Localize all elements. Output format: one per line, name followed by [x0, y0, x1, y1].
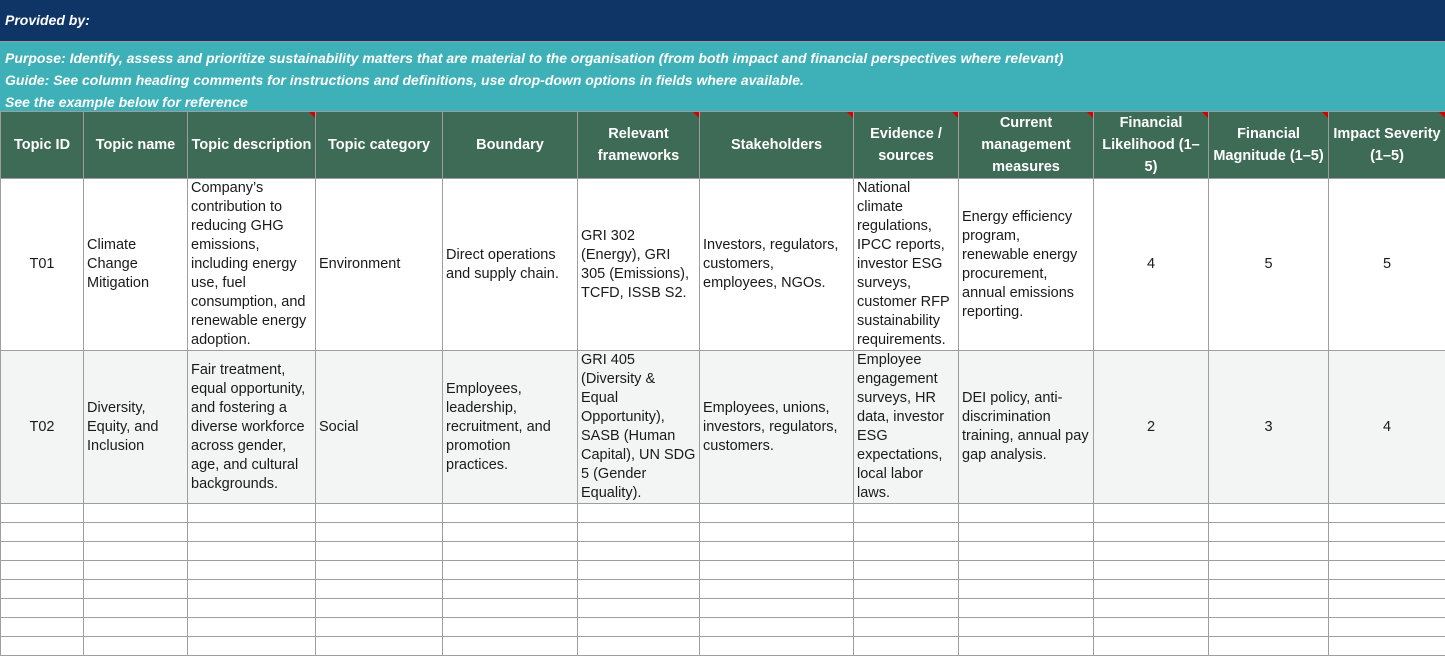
- empty-cell[interactable]: [578, 504, 700, 523]
- empty-cell[interactable]: [854, 618, 959, 637]
- empty-row: [1, 599, 1445, 618]
- empty-cell[interactable]: [700, 542, 854, 561]
- empty-cell[interactable]: [578, 580, 700, 599]
- empty-cell[interactable]: [959, 504, 1094, 523]
- empty-cell[interactable]: [1209, 561, 1329, 580]
- empty-row: [1, 542, 1445, 561]
- empty-cell[interactable]: [1209, 542, 1329, 561]
- empty-cell[interactable]: [1209, 523, 1329, 542]
- header-stakeholders[interactable]: Stakeholders: [700, 112, 854, 179]
- header-topic-category[interactable]: Topic category: [316, 112, 443, 179]
- empty-cell[interactable]: [316, 618, 443, 637]
- header-topic-id[interactable]: Topic ID: [1, 112, 84, 179]
- header-financial-magnitude[interactable]: Financial Magnitude (1–5): [1209, 112, 1329, 179]
- empty-rows: [1, 504, 1445, 656]
- cell-evidence-sources[interactable]: Employee engagement surveys, HR data, investor ESG expectations, local labor laws.: [854, 351, 959, 504]
- empty-cell[interactable]: [854, 561, 959, 580]
- cell-relevant-frameworks[interactable]: GRI 405 (Diversity & Equal Opportunity), SASB (Human Capital), UN SDG 5 (Gender Equality).: [578, 351, 700, 504]
- empty-cell[interactable]: [1094, 542, 1209, 561]
- empty-cell[interactable]: [1, 504, 84, 523]
- cell-topic-description[interactable]: Fair treatment, equal opportunity, and fostering a diverse workforce across gender, age, and cultural backgrounds.: [188, 351, 316, 504]
- empty-cell[interactable]: [316, 504, 443, 523]
- empty-cell[interactable]: [700, 618, 854, 637]
- provided-by-label: Provided by:: [5, 12, 90, 28]
- empty-cell[interactable]: [1, 599, 84, 618]
- header-row: [1, 112, 1445, 179]
- header-impact-severity[interactable]: Impact Severity (1–5): [1329, 112, 1445, 179]
- empty-cell[interactable]: [1094, 618, 1209, 637]
- empty-cell[interactable]: [700, 523, 854, 542]
- empty-cell[interactable]: [1094, 561, 1209, 580]
- empty-cell[interactable]: [959, 523, 1094, 542]
- empty-cell[interactable]: [84, 580, 188, 599]
- empty-cell[interactable]: [443, 523, 578, 542]
- empty-cell[interactable]: [700, 561, 854, 580]
- cell-stakeholders[interactable]: Investors, regulators, customers, employees, NGOs.: [700, 179, 854, 351]
- empty-cell[interactable]: [700, 580, 854, 599]
- empty-cell[interactable]: [443, 618, 578, 637]
- empty-cell[interactable]: [1329, 599, 1445, 618]
- cell-financial-likelihood[interactable]: 4: [1094, 179, 1209, 351]
- empty-cell[interactable]: [854, 523, 959, 542]
- header-financial-likelihood[interactable]: Financial Likelihood (1–5): [1094, 112, 1209, 179]
- empty-cell[interactable]: [854, 504, 959, 523]
- header-topic-description[interactable]: Topic description: [188, 112, 316, 179]
- cell-stakeholders[interactable]: Employees, unions, investors, regulators, customers.: [700, 351, 854, 504]
- empty-row: [1, 580, 1445, 599]
- empty-cell[interactable]: [700, 599, 854, 618]
- empty-cell[interactable]: [578, 561, 700, 580]
- empty-cell[interactable]: [84, 542, 188, 561]
- empty-cell[interactable]: [443, 561, 578, 580]
- cell-topic-id[interactable]: T02: [1, 351, 84, 504]
- provided-by-banner[interactable]: [0, 0, 1445, 42]
- empty-cell[interactable]: [578, 618, 700, 637]
- empty-row: [1, 523, 1445, 542]
- empty-cell[interactable]: [700, 504, 854, 523]
- cell-boundary[interactable]: Direct operations and supply chain.: [443, 179, 578, 351]
- cell-topic-id[interactable]: T01: [1, 179, 84, 351]
- empty-cell[interactable]: [443, 599, 578, 618]
- header-relevant-frameworks[interactable]: Relevant frameworks: [578, 112, 700, 179]
- cell-financial-magnitude[interactable]: 5: [1209, 179, 1329, 351]
- empty-cell[interactable]: [188, 561, 316, 580]
- empty-cell[interactable]: [1329, 523, 1445, 542]
- empty-cell[interactable]: [443, 580, 578, 599]
- empty-cell[interactable]: [1209, 599, 1329, 618]
- empty-cell[interactable]: [316, 523, 443, 542]
- cell-current-measures[interactable]: DEI policy, anti-discrimination training, annual pay gap analysis.: [959, 351, 1094, 504]
- empty-cell[interactable]: [84, 504, 188, 523]
- cell-topic-name[interactable]: Climate Change Mitigation: [84, 179, 188, 351]
- cell-impact-severity[interactable]: 5: [1329, 179, 1445, 351]
- empty-cell[interactable]: [1209, 504, 1329, 523]
- empty-cell[interactable]: [443, 542, 578, 561]
- empty-cell[interactable]: [84, 523, 188, 542]
- empty-cell[interactable]: [188, 523, 316, 542]
- empty-cell[interactable]: [959, 542, 1094, 561]
- header-boundary[interactable]: Boundary: [443, 112, 578, 179]
- empty-cell[interactable]: [188, 504, 316, 523]
- header-topic-name[interactable]: Topic name: [84, 112, 188, 179]
- empty-cell[interactable]: [316, 542, 443, 561]
- empty-cell[interactable]: [854, 542, 959, 561]
- empty-cell[interactable]: [316, 561, 443, 580]
- cell-impact-severity[interactable]: 4: [1329, 351, 1445, 504]
- empty-cell[interactable]: [188, 580, 316, 599]
- empty-cell[interactable]: [959, 599, 1094, 618]
- purpose-guide-block[interactable]: [0, 42, 1445, 111]
- cell-topic-description[interactable]: Company’s contribution to reducing GHG emissions, including energy use, fuel consumption, and renewable energy adoption.: [188, 179, 316, 351]
- empty-cell[interactable]: [1209, 580, 1329, 599]
- empty-cell[interactable]: [1094, 504, 1209, 523]
- guide-line: Guide: See column heading comments for instructions and definitions, use drop-down options in fields where available.: [5, 69, 1445, 91]
- empty-cell[interactable]: [316, 599, 443, 618]
- cell-relevant-frameworks[interactable]: GRI 302 (Energy), GRI 305 (Emissions), TCFD, ISSB S2.: [578, 179, 700, 351]
- empty-cell[interactable]: [84, 561, 188, 580]
- empty-cell[interactable]: [1094, 599, 1209, 618]
- table-row: [1, 179, 1445, 351]
- example-line: See the example below for reference: [5, 91, 1445, 113]
- empty-cell[interactable]: [1094, 580, 1209, 599]
- empty-cell[interactable]: [1329, 504, 1445, 523]
- empty-cell[interactable]: [854, 599, 959, 618]
- empty-row: [1, 618, 1445, 637]
- cell-current-measures[interactable]: Energy efficiency program, renewable energy procurement, annual emissions reporting.: [959, 179, 1094, 351]
- empty-cell[interactable]: [1, 523, 84, 542]
- empty-cell[interactable]: [578, 542, 700, 561]
- header-current-measures[interactable]: Current management measures: [959, 112, 1094, 179]
- cell-topic-category[interactable]: Environment: [316, 179, 443, 351]
- empty-cell[interactable]: [1329, 561, 1445, 580]
- empty-cell[interactable]: [578, 523, 700, 542]
- purpose-line: Purpose: Identify, assess and prioritize sustainability matters that are material to the organisation (from both impact and financial perspectives where relevant): [5, 47, 1445, 69]
- empty-cell[interactable]: [1329, 542, 1445, 561]
- cell-evidence-sources[interactable]: National climate regulations, IPCC reports, investor ESG surveys, customer RFP sustainability requirements.: [854, 179, 959, 351]
- empty-cell[interactable]: [1, 580, 84, 599]
- empty-cell[interactable]: [959, 561, 1094, 580]
- empty-cell[interactable]: [1209, 618, 1329, 637]
- empty-cell[interactable]: [1329, 580, 1445, 599]
- empty-row: [1, 561, 1445, 580]
- cell-financial-likelihood[interactable]: 2: [1094, 351, 1209, 504]
- materiality-table: [0, 111, 1445, 656]
- empty-cell[interactable]: [959, 580, 1094, 599]
- empty-cell[interactable]: [1, 542, 84, 561]
- cell-topic-name[interactable]: Diversity, Equity, and Inclusion: [84, 351, 188, 504]
- empty-cell[interactable]: [578, 599, 700, 618]
- empty-cell[interactable]: [188, 618, 316, 637]
- empty-cell[interactable]: [1094, 523, 1209, 542]
- empty-cell[interactable]: [84, 618, 188, 637]
- empty-cell[interactable]: [84, 599, 188, 618]
- empty-cell[interactable]: [1, 561, 84, 580]
- empty-cell[interactable]: [188, 542, 316, 561]
- empty-cell[interactable]: [854, 580, 959, 599]
- empty-cell[interactable]: [316, 580, 443, 599]
- cell-topic-category[interactable]: Social: [316, 351, 443, 504]
- cell-financial-magnitude[interactable]: 3: [1209, 351, 1329, 504]
- cell-boundary[interactable]: Employees, leadership, recruitment, and promotion practices.: [443, 351, 578, 504]
- header-evidence-sources[interactable]: Evidence / sources: [854, 112, 959, 179]
- empty-cell[interactable]: [1329, 618, 1445, 637]
- empty-cell[interactable]: [443, 504, 578, 523]
- empty-cell[interactable]: [188, 599, 316, 618]
- empty-cell[interactable]: [959, 618, 1094, 637]
- empty-row: [1, 504, 1445, 523]
- table-row: [1, 351, 1445, 504]
- empty-cell[interactable]: [1, 618, 84, 637]
